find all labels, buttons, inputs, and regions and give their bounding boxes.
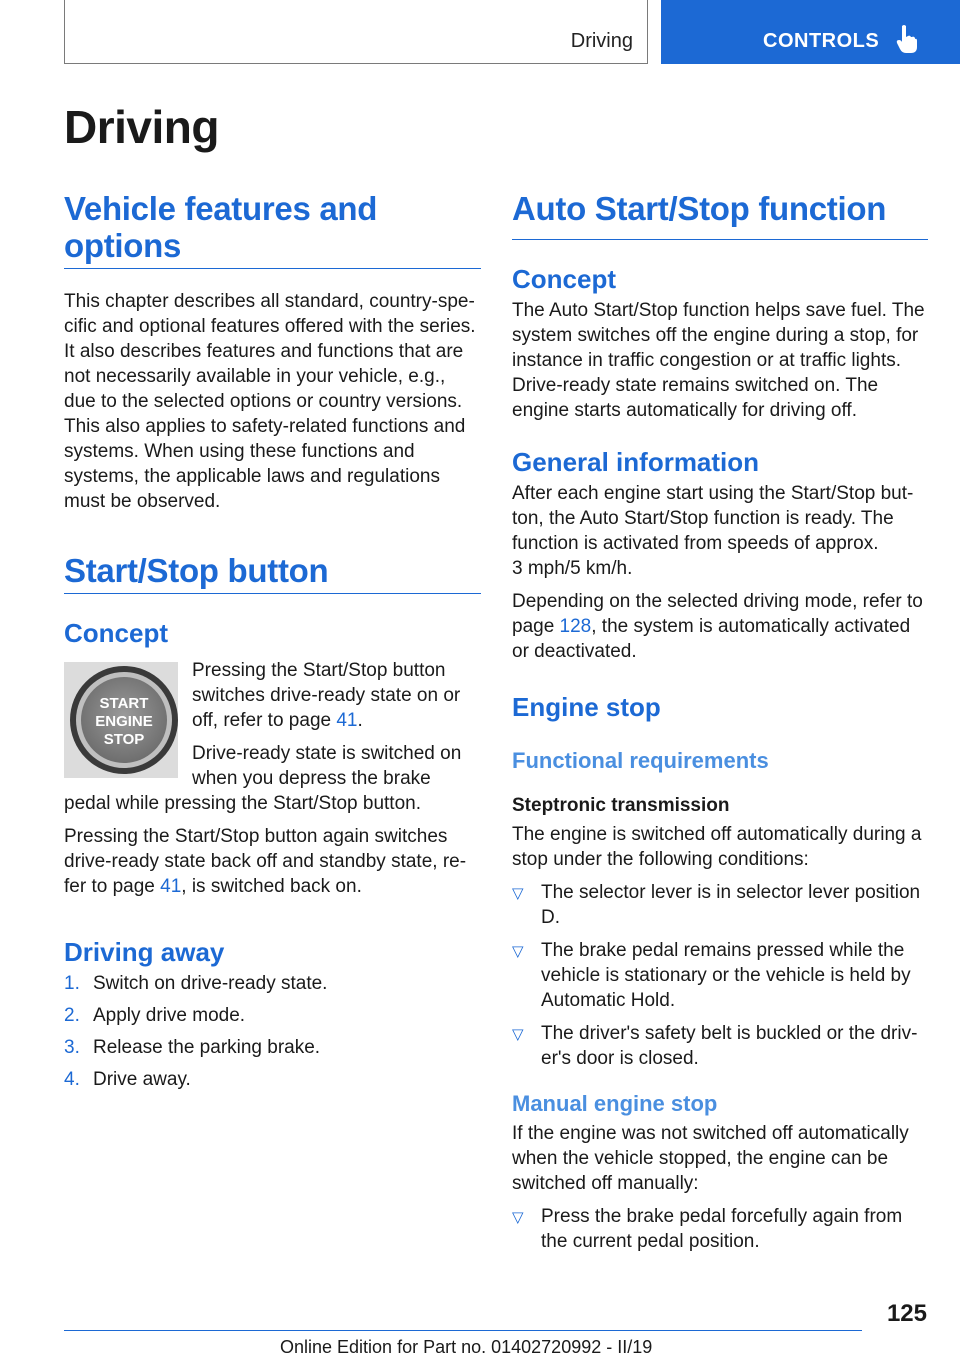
vehicle-features-body: This chapter describes all standard, country-specific and optional features offered with the series. It also describes features and functions that are not necessarily available in your vehicle, e.g., due to the selected options or country versions. This also applies to safety-related functions and systems. When using these functions and systems, the applicable laws and regulations must be observed.	[64, 291, 476, 512]
general-info-para-2: Depending on the selected driving mode, refer to page 128, the system is automatically activated or deactivated.	[512, 591, 923, 662]
engine-stop-heading: Engine stop	[512, 692, 661, 722]
list-item: 2. Apply drive mode.	[64, 1005, 246, 1026]
list-item: 4. Drive away.	[64, 1069, 191, 1090]
footer-divider	[64, 1330, 862, 1331]
steptronic-intro: The engine is switched off automatically during a stop under the following conditions:	[512, 824, 922, 870]
triangle-bullet-icon: ▽	[512, 943, 524, 960]
header-section-box	[64, 0, 648, 64]
list-item: ▽ Press the brake pedal forcefully again from the current pedal position.	[512, 1206, 903, 1252]
header-section-label: Driving	[570, 30, 633, 52]
general-info-heading: General information	[512, 447, 760, 477]
driving-away-heading: Driving away	[64, 937, 225, 967]
start-stop-concept-heading: Concept	[64, 618, 168, 648]
driving-away-steps	[64, 971, 481, 1092]
start-stop-para-1: Pressing the Start/Stop button switches drive-ready state on or off, refer to page 41.	[192, 660, 461, 731]
button-image-text-line1: START	[99, 695, 149, 712]
list-item: 3. Release the parking brake.	[64, 1037, 321, 1058]
list-item: 1. Switch on drive-ready state.	[64, 973, 328, 994]
list-item: ▽ The driver's safety belt is buckled or the driver's door is closed.	[512, 1023, 918, 1069]
general-info-speed: 3 mph/5 km/h.	[512, 558, 633, 579]
button-image-text-line3: STOP	[103, 731, 145, 748]
footer-edition: Online Edition for Part no. 01402720992 - II/19	[280, 1337, 653, 1357]
auto-concept-body: The Auto Start/Stop function helps save fuel. The system switches off the engine during a stop, for instance in traffic congestion or at traffic lights. Drive-ready state remains switched on. The engine starts automatically for driving off.	[512, 300, 925, 421]
engine-stop-conditions	[512, 880, 928, 1071]
pointing-hand-icon	[896, 24, 918, 54]
start-stop-button-image	[64, 662, 178, 778]
triangle-bullet-icon: ▽	[512, 1026, 524, 1043]
manual-engine-stop-heading: Manual engine stop	[512, 1091, 718, 1116]
page-title: Driving	[64, 101, 219, 153]
manual-engine-stop-intro: If the engine was not switched off automatically when the vehicle stopped, the engine can be switched off manually:	[512, 1123, 909, 1194]
auto-start-stop-heading: Auto Start/Stop function	[512, 190, 928, 240]
start-stop-para-2: Drive-ready state is switched on when you depress the brake pedal while pressing the Start/Stop button.	[64, 743, 462, 814]
list-item: ▽ The brake pedal remains pressed while the vehicle is stationary or the vehicle is held by Automatic Hold.	[512, 940, 911, 1011]
steptronic-heading: Steptronic transmission	[512, 795, 730, 816]
functional-requirements-heading: Functional requirements	[512, 748, 769, 773]
start-stop-concept-body	[64, 658, 481, 899]
list-item: ▽ The selector lever is in selector lever position D.	[512, 882, 921, 928]
triangle-bullet-icon: ▽	[512, 1209, 524, 1226]
start-stop-heading: Start/Stop button	[64, 552, 481, 594]
page-link-128[interactable]: 128	[559, 616, 592, 637]
left-column	[64, 190, 481, 1099]
page-link-41[interactable]: 41	[336, 710, 358, 731]
auto-concept-heading: Concept	[512, 264, 616, 294]
vehicle-features-heading: Vehicle features and options	[64, 190, 481, 269]
right-column	[512, 190, 928, 1262]
header-chapter-label: CONTROLS	[763, 30, 880, 52]
header-chapter-tab[interactable]	[661, 0, 960, 64]
start-stop-para-3: Pressing the Start/Stop button again switches drive-ready state back off and standby state, refer to page 41, is switched back on.	[64, 826, 467, 897]
button-image-text-line2: ENGINE	[95, 713, 153, 730]
manual-engine-stop-steps	[512, 1204, 928, 1254]
page-link-41[interactable]: 41	[160, 876, 182, 897]
triangle-bullet-icon: ▽	[512, 885, 524, 902]
page-number: 125	[886, 1300, 927, 1327]
general-info-para-1: After each engine start using the Start/Stop button, the Auto Start/Stop function is ready. The function is activated from speeds of approx.	[512, 483, 914, 554]
